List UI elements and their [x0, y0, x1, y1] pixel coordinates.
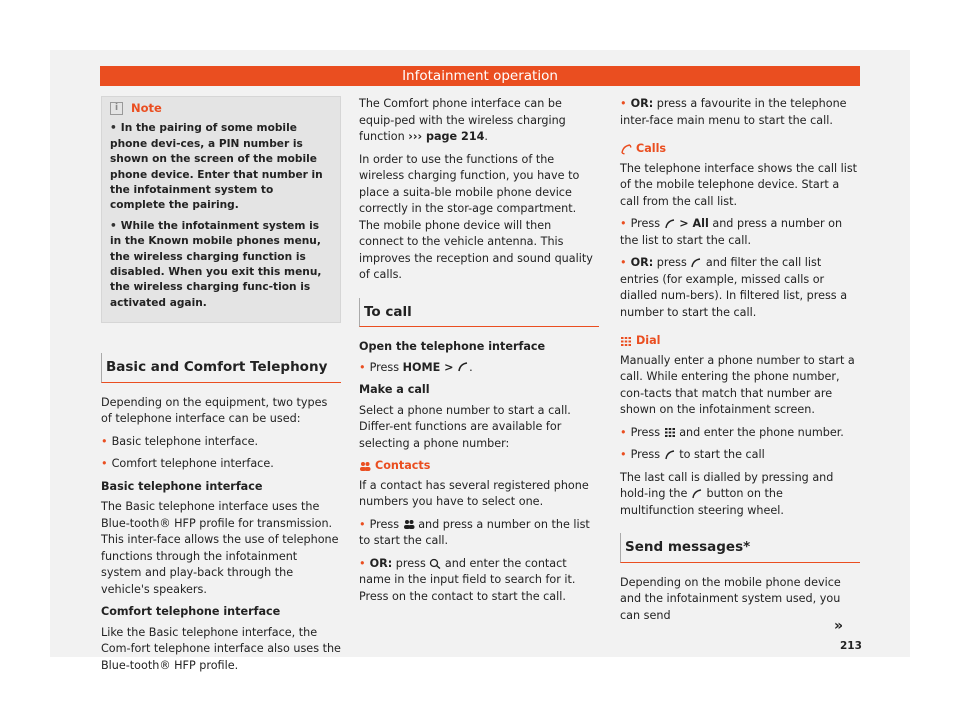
page-number: 213: [840, 640, 862, 652]
list-item: • OR: press and enter the contact name in the input field to search for it. Press on the contact to start the call.: [359, 556, 576, 603]
list-item: • Press and press a number on the list to start the call.: [359, 517, 590, 547]
paragraph: The Comfort phone interface can be equip-ped with the wireless charging function ››› page 214.: [359, 97, 566, 143]
column-2: [359, 96, 599, 611]
note-title-text: Note: [131, 101, 162, 115]
section-title: Basic and Comfort Telephony: [101, 353, 341, 383]
phone-icon: [620, 144, 632, 155]
paragraph: The last call is dialled by pressing and hold-ing the button on the multifunction steering wheel.: [620, 470, 834, 517]
contacts-icon: [403, 519, 415, 530]
paragraph: Depending on the mobile phone device and the infotainment system used, you can send: [620, 575, 841, 622]
paragraph: The Basic telephone interface uses the Blue-tooth® HFP profile for transmission. This inter-face allows the use of telephone functions through the infotainment system and play-back through the vehicle's speakers.: [101, 500, 339, 596]
subheading-calls: Calls: [620, 141, 860, 158]
section-title: Send messages*: [620, 533, 860, 563]
phone-icon: [664, 450, 676, 461]
search-icon: [429, 558, 441, 569]
list-item: • Press and enter the phone number.: [620, 425, 844, 439]
note-item: • In the pairing of some mobile phone devi-ces, a PIN number is shown on the screen of the mobile phone device. Enter that number in the infotainment system to complete the pairing.: [110, 122, 323, 212]
paragraph: Manually enter a phone number to start a call. While entering the phone number, con-tacts that match that number are shown on the infotainment screen.: [620, 353, 855, 416]
paragraph: Depending on the equipment, two types of telephone interface can be used:: [101, 395, 328, 426]
list-item: • Basic telephone interface.: [101, 434, 259, 448]
paragraph: In order to use the functions of the wireless charging function, you have to place a suita-ble mobile phone device correctly in the stor-age compartment. The mobile phone device will then connect to the vehicle antenna. This improves the reception and sound quality of calls.: [359, 152, 593, 281]
page-header: Infotainment operation: [100, 66, 860, 86]
page-reference-link[interactable]: ››› page 214: [408, 130, 485, 143]
list-item: • Press > All and press a number on the list to start the call.: [620, 217, 843, 247]
continue-arrow: »: [834, 618, 844, 634]
list-item: • Press to start the call: [620, 448, 765, 461]
subheading: Make a call: [359, 383, 430, 396]
subheading: Basic telephone interface: [101, 479, 263, 493]
phone-icon: [664, 219, 676, 230]
phone-icon: [690, 258, 702, 269]
paragraph: Select a phone number to start a call. Differ-ent functions are available for selecting a phone number:: [359, 403, 571, 450]
subheading: Open the telephone interface: [359, 340, 546, 353]
note-box: [101, 96, 341, 323]
subheading-contacts: Contacts: [359, 458, 599, 475]
list-item: • OR: press and filter the call list entries (for example, missed calls or dialled num-bers). In filtered list, press a number to start the call.: [620, 256, 848, 319]
contacts-icon: [359, 461, 371, 472]
column-1: [101, 96, 341, 680]
column-3: [620, 96, 860, 630]
subheading-dial: Dial: [620, 333, 860, 350]
phone-icon: [691, 489, 703, 500]
list-item: • OR: press a favourite in the telephone inter-face main menu to start the call.: [620, 97, 847, 127]
subheading: Comfort telephone interface: [101, 605, 281, 619]
note-title: [110, 101, 332, 116]
keypad-icon: [664, 427, 676, 438]
keypad-icon: [620, 336, 632, 347]
paragraph: The telephone interface shows the call list of the mobile telephone device. Start a call from the call list.: [620, 161, 858, 208]
phone-icon: [457, 362, 469, 373]
paragraph: Like the Basic telephone interface, the Com-fort telephone interface also uses the Blue-tooth® HFP profile.: [101, 625, 341, 672]
note-item: • While the infotainment system is in the Known mobile phones menu, the wireless charging function is disabled. When you exit this menu, the wireless charging func-tion is activated again.: [110, 219, 322, 309]
list-item: • Comfort telephone interface.: [101, 457, 274, 471]
paragraph: If a contact has several registered phone numbers you have to select one.: [359, 478, 589, 508]
info-icon: i: [110, 102, 123, 115]
list-item: • Press HOME > .: [359, 360, 473, 374]
section-title: To call: [359, 298, 599, 328]
